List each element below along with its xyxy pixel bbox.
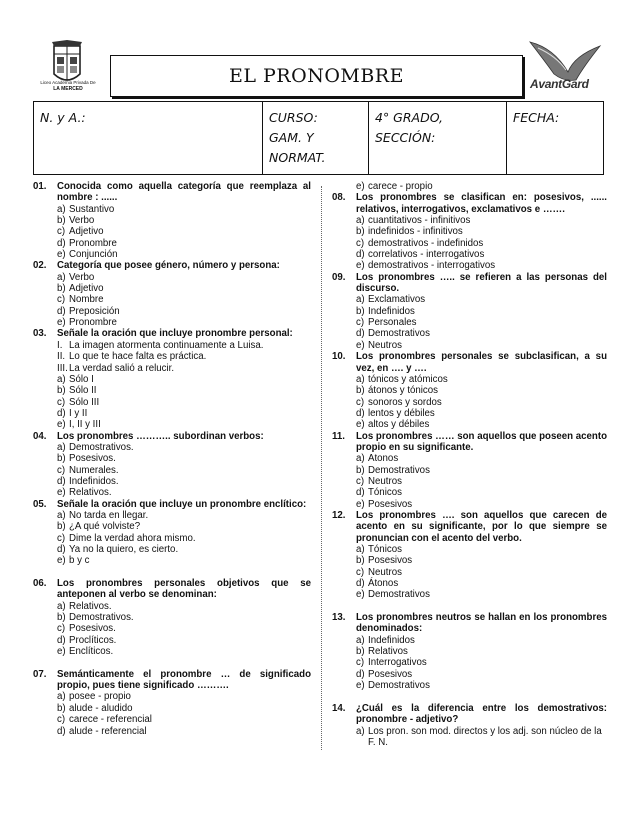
course-label: CURSO: [269,110,318,125]
answer-option[interactable] [332,249,607,260]
option-letter: b) [356,464,365,476]
question-header [33,181,311,204]
option-letter: d) [356,668,365,680]
answer-option[interactable] [332,465,607,476]
option-letter: c) [356,396,365,408]
question-text: Categoría que posee género, número y persona: [57,260,280,272]
question-item [332,510,607,601]
question-item [33,578,311,657]
option-letter: e) [356,260,365,272]
answer-option[interactable] [332,726,607,749]
answer-option[interactable] [33,317,311,328]
option-text: I, II y III [69,419,101,431]
option-text: Conjunción [69,249,118,261]
question-spacer [332,691,607,702]
option-letter: a) [356,544,365,555]
option-letter: b) [57,385,66,397]
option-letter: e) [57,317,66,329]
option-text: Ya no la quiero, es cierto. [69,544,179,555]
question-number: 09. [332,271,346,283]
option-text: correlativos - interrogativos [368,249,485,261]
option-letter: c) [57,714,66,726]
student-info-table [33,101,604,175]
option-text: Demostrativos. [69,612,134,624]
option-letter: a) [356,634,365,646]
answer-option[interactable] [332,317,607,328]
answer-option[interactable] [33,476,311,487]
date-field[interactable] [507,102,604,175]
answer-option[interactable] [33,419,311,430]
option-text: cuantitativos - infinitivos [368,215,471,227]
question-header [33,260,311,271]
avantgard-logo-text: AvantGard [530,77,589,91]
option-text: I y II [69,407,88,419]
question-spacer [332,601,607,612]
option-letter: d) [356,407,365,419]
option-text: Personales [368,317,417,329]
answer-option[interactable] [33,442,311,453]
option-text: alude - aludido [69,702,133,714]
answer-option[interactable] [33,397,311,408]
answer-option[interactable] [332,294,607,305]
option-text: Sólo III [69,396,100,408]
option-letter: b) [356,646,365,658]
answer-option[interactable] [332,544,607,555]
option-text: Indefinidos. [69,475,119,487]
course-field [263,102,369,175]
option-letter: e) [57,487,66,499]
option-text: posee - propio [69,691,131,703]
option-letter: a) [356,453,365,465]
option-letter: b) [356,305,365,317]
question-spacer [33,657,311,668]
question-header [332,272,607,295]
school-caption-small: Liceo Academia Privada De [40,80,96,85]
option-text: alude - referencial [69,725,147,737]
option-letter: a) [57,691,66,703]
title-box [110,55,523,97]
answer-option[interactable] [332,419,607,430]
question-item [332,431,607,510]
option-letter: d) [57,725,66,737]
option-text: Indefinidos [368,305,415,317]
answer-option[interactable] [33,408,311,419]
question-text: Conocida como aquella categoría que reemplaza al nombre : ...... [57,181,311,204]
option-letter: a) [57,373,66,385]
option-letter: e) [356,181,365,192]
option-letter: c) [57,226,66,238]
option-text: Sólo I [69,373,94,385]
option-text: ¿A qué volviste? [69,521,141,533]
question-text: Los pronombres neutros se hallan en los pronombres denominados: [356,612,607,635]
option-text: Atonos [368,453,399,465]
option-letter: c) [57,464,66,476]
option-letter: e) [356,498,365,510]
option-text: Posesivos [368,555,413,567]
answer-option[interactable] [33,385,311,396]
option-text: Exclamativos [368,294,426,306]
answer-option[interactable] [33,635,311,646]
option-text: carece - referencial [69,714,152,726]
answer-option[interactable] [33,294,311,305]
option-text: sonoros y sordos [368,396,442,408]
option-text: demostrativos - indefinidos [368,237,484,249]
option-letter: a) [356,373,365,385]
question-item [332,272,607,351]
option-letter: d) [57,237,66,249]
option-text: Nombre [69,294,104,306]
option-text: Adjetivo [69,283,104,295]
question-item [33,181,311,260]
question-spacer [33,567,311,578]
option-letter: d) [356,328,365,340]
school-caption-name: LA MERCED [53,86,83,92]
question-header [332,192,607,215]
question-number: 11. [332,430,345,442]
option-text: átonos y tónicos [368,385,439,397]
option-text: Tónicos [368,544,402,555]
answer-option[interactable] [332,328,607,339]
grade-section-label: 4° GRADO, SECCIÓN: [375,110,444,145]
answer-option[interactable] [332,226,607,237]
answer-option[interactable] [332,260,607,271]
option-letter: e) [57,555,66,567]
option-text: Sólo II [69,385,97,397]
question-number: 07. [33,668,47,680]
question-header [33,328,311,339]
option-letter: e) [356,589,365,601]
option-letter: d) [57,634,66,646]
question-header [33,669,311,692]
option-letter: e) [356,680,365,692]
option-text: Adjetivo [69,226,104,238]
option-text: Enclíticos. [69,646,114,658]
question-header [332,612,607,635]
answer-option[interactable] [332,657,607,668]
option-letter: e) [57,646,66,658]
option-letter: c) [57,294,66,306]
option-text: Verbo [69,215,95,227]
answer-option[interactable] [332,397,607,408]
answer-option[interactable] [332,374,607,385]
option-text: Neutros [368,566,402,578]
option-text: Posesivos [368,498,413,510]
question-item [33,431,311,499]
question-number: 13. [332,612,346,624]
question-item [332,351,607,430]
question-header [332,431,607,454]
option-text: Lo que te hace falta es práctica. [69,351,207,363]
answer-option[interactable] [332,555,607,566]
option-text: Pronombre [69,317,117,329]
question-text: Los pronombres …… son aquellos que poseen acento propio en su significante. [356,430,607,453]
question-header [33,499,311,510]
question-number: 04. [33,430,47,442]
answer-option[interactable] [33,714,311,725]
option-text: Demostrativos [368,464,430,476]
question-number: 01. [33,181,47,192]
option-letter: c) [356,566,365,578]
option-letter: a) [356,215,365,227]
option-text: carece - propio [368,181,433,192]
answer-option[interactable] [33,487,311,498]
question-header [332,703,607,726]
question-header [33,431,311,442]
answer-option[interactable] [33,226,311,237]
question-item [332,181,607,192]
answer-option[interactable] [332,487,607,498]
option-letter: b) [57,521,66,533]
option-text: Pronombre [69,237,117,249]
option-letter: c) [356,237,365,249]
question-item [332,612,607,691]
answer-option[interactable] [33,646,311,657]
answer-option[interactable] [33,340,311,351]
answer-option[interactable] [332,306,607,317]
option-letter: c) [356,317,365,329]
option-letter: d) [356,578,365,590]
answer-option[interactable] [33,703,311,714]
answer-option[interactable] [33,272,311,283]
date-label: FECHA: [513,110,560,125]
option-text: Demostrativos [368,328,430,340]
answer-option[interactable] [332,476,607,487]
option-text: indefinidos - infinitivos [368,226,463,238]
question-text: Los pronombres se clasifican en: posesivos, ...... relativos, interrogativos, exclamativos e ……. [356,192,607,215]
answer-option[interactable] [33,691,311,702]
answer-option[interactable] [33,465,311,476]
option-letter: d) [57,407,66,419]
option-letter: d) [356,487,365,499]
answer-option[interactable] [33,238,311,249]
answer-option[interactable] [33,204,311,215]
option-letter: e) [57,419,66,431]
option-text: Neutros [368,475,402,487]
question-item [332,703,607,748]
option-letter: a) [57,271,66,283]
option-text: Demostrativos [368,680,430,692]
option-letter: c) [356,475,365,487]
option-letter: a) [356,725,365,737]
option-letter: e) [57,249,66,261]
answer-option[interactable] [33,521,311,532]
option-text: Neutros [368,339,402,351]
answer-option[interactable] [33,623,311,634]
question-number: 12. [332,509,346,521]
answer-option[interactable] [332,453,607,464]
option-letter: III. [57,362,68,374]
option-letter: II. [57,351,66,363]
answer-option[interactable] [33,601,311,612]
answer-option[interactable] [332,669,607,680]
answer-option[interactable] [33,544,311,555]
answer-option[interactable] [33,555,311,566]
option-letter: a) [57,509,66,521]
option-text: Verbo [69,271,95,283]
option-text: No tarda en llegar. [69,509,149,521]
option-letter: d) [57,305,66,317]
option-letter: a) [57,203,66,215]
answer-option[interactable] [332,646,607,657]
answer-option[interactable] [332,589,607,600]
question-text: Los pronombres personales se subclasifican, a su vez, en …. y …. [356,351,607,374]
option-letter: b) [356,226,365,238]
option-text: Interrogativos [368,657,427,669]
option-text: Posesivos. [69,453,116,465]
option-text: demostrativos - interrogativos [368,260,496,272]
option-letter: d) [57,475,66,487]
answer-option[interactable] [33,533,311,544]
option-text: tónicos y atómicos [368,373,448,385]
option-letter: I. [57,339,63,351]
question-text: Señale la oración que incluye un pronombre enclítico: [57,498,307,510]
option-text: Demostrativos. [69,441,134,453]
answer-option[interactable] [33,306,311,317]
question-item [332,192,607,271]
answer-option[interactable] [33,510,311,521]
answer-option[interactable] [332,567,607,578]
question-number: 05. [33,498,47,510]
answer-option[interactable] [332,385,607,396]
question-text: Los pronombres …. son aquellos que carecen de acento en su significante, por lo que siempre se pronuncian con el acento del verbo. [356,509,607,544]
question-header [332,351,607,374]
answer-option[interactable] [332,499,607,510]
answer-option[interactable] [332,578,607,589]
answer-option[interactable] [33,363,311,374]
question-header [332,510,607,544]
answer-option[interactable] [33,453,311,464]
option-letter: c) [57,532,66,544]
question-text: Los pronombres personales objetivos que se anteponen al verbo se denominan: [57,578,311,601]
answer-option[interactable] [332,238,607,249]
course-value: GAM. Y NORMAT. [269,130,326,165]
answer-option[interactable] [332,680,607,691]
question-number: 10. [332,351,346,363]
option-letter: b) [57,702,66,714]
question-text: Señale la oración que incluye pronombre personal: [57,328,293,340]
answer-option[interactable] [33,612,311,623]
option-text: Relativos. [69,487,112,499]
option-letter: e) [356,419,365,431]
option-letter: b) [356,555,365,567]
option-letter: c) [356,657,365,669]
option-text: b y c [69,555,90,567]
question-item [33,499,311,567]
answer-option[interactable] [33,249,311,260]
column-divider [321,186,322,750]
question-text: Los pronombres ……….. subordinan verbos: [57,430,264,442]
option-letter: a) [356,294,365,306]
question-header [33,578,311,601]
option-text: Preposición [69,305,120,317]
option-text: altos y débiles [368,419,430,431]
option-text: La imagen atormenta continuamente a Luisa. [69,339,264,351]
option-letter: d) [57,544,66,555]
option-text: Numerales. [69,464,119,476]
question-item [33,669,311,737]
question-number: 02. [33,260,47,272]
option-letter: a) [57,600,66,612]
option-letter: e) [356,339,365,351]
option-letter: b) [57,612,66,624]
page-title: EL PRONOMBRE [229,65,404,87]
option-text: Indefinidos [368,634,415,646]
question-text: ¿Cuál es la diferencia entre los demostrativos: pronombre - adjetivo? [356,702,607,726]
school-name-caption [32,80,104,92]
question-text: Semánticamente el pronombre … de significado propio, pues tiene significado ………. [57,668,311,692]
option-text: Átonos [368,578,399,590]
answer-option[interactable] [33,351,311,362]
question-text: Los pronombres ….. se refieren a las personas del discurso. [356,271,607,295]
question-number: 06. [33,578,47,590]
option-text: Los pron. son mod. directos y los adj. son núcleo de la F. N. [368,725,602,748]
grade-section-field[interactable] [369,102,507,175]
option-text: Tónicos [368,487,402,499]
answer-option[interactable] [33,215,311,226]
option-text: Proclíticos. [69,634,117,646]
option-text: Dime la verdad ahora mismo. [69,532,196,544]
answer-option[interactable] [332,635,607,646]
option-text: lentos y débiles [368,407,435,419]
question-number: 14. [332,702,346,714]
question-number: 08. [332,192,346,204]
option-text: Posesivos [368,668,413,680]
option-letter: b) [57,283,66,295]
option-text: Demostrativos [368,589,430,601]
answer-option[interactable] [332,215,607,226]
answer-option[interactable] [332,408,607,419]
name-field[interactable] [34,102,263,175]
answer-option[interactable] [33,374,311,385]
name-label: N. y A.: [40,110,86,125]
option-letter: b) [356,385,365,397]
answer-option[interactable] [332,340,607,351]
answer-option[interactable] [33,726,311,737]
question-item [33,328,311,430]
question-number: 03. [33,328,47,340]
option-letter: d) [356,249,365,261]
option-text: Sustantivo [69,203,115,215]
option-text: Relativos [368,646,408,658]
option-letter: c) [57,623,66,635]
option-letter: b) [57,453,66,465]
question-item [33,260,311,328]
option-text: Posesivos. [69,623,116,635]
answer-option[interactable] [332,181,607,192]
questions-left-column [33,181,311,737]
answer-option[interactable] [33,283,311,294]
option-letter: a) [57,441,66,453]
option-text: Relativos. [69,600,112,612]
questions-right-column [332,181,607,748]
option-text: La verdad salió a relucir. [69,362,175,374]
option-letter: c) [57,396,66,408]
option-letter: b) [57,215,66,227]
